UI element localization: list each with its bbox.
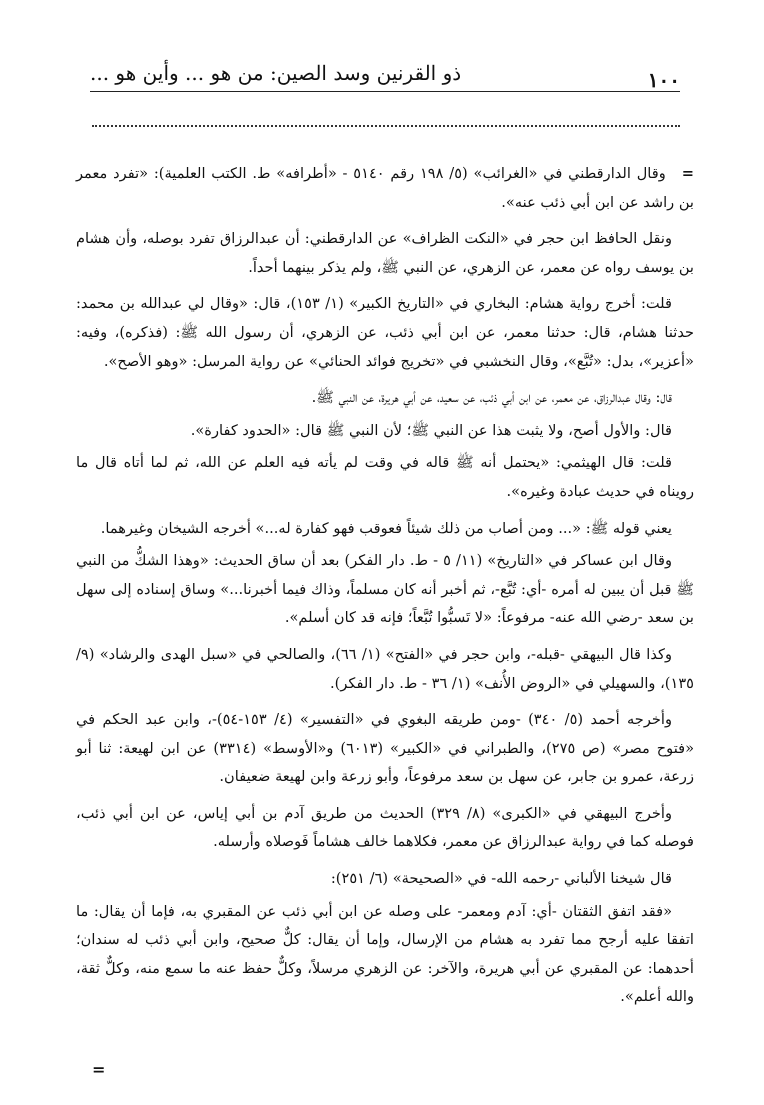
- running-title: ذو القرنين وسد الصين: من هو ... وأين هو ...: [90, 60, 469, 86]
- paragraph-12: قال شيخنا الألباني -رحمه الله- في «الصحيحة» (٦/ ٢٥١):: [330, 870, 672, 888]
- paragraph-4: قال: وقال عبدالرزاق، عن معمر، عن ابن أبي ذئب، عن سعيد، عن أبي هريرة، عن النبي ﷺ.: [311, 389, 672, 407]
- continuation-end-marker: =: [92, 1060, 106, 1079]
- paragraph-8: وقال ابن عساكر في «التاريخ» (١١/ ٥ - ط. دار الفكر) بعد أن ساق الحديث: «وهذا الشكُّ من النبي ﷺ قبل أن يبين له أمره -أي: تُبَّع-، ثم أخبر أنه كان مسلماً، وذاك فيما أخبرنا...» وساق إسناده إلى سهل بن سعد -رضي الله عنه- مرفوعاً: «لا تَسبُّوا تُبَّعاً؛ فإنه قد كان أسلم».: [76, 552, 694, 627]
- page-header: [90, 56, 680, 96]
- page-number: ١٠٠: [642, 70, 680, 90]
- header-rule: [90, 91, 680, 92]
- paragraph-9: وكذا قال البيهقي -قبله-، وابن حجر في «الفتح» (١/ ٦٦)، والصالحي في «سبل الهدى والرشاد» (٩/ ١٣٥)، والسهيلي في «الروض الأُنف» (١/ ٣٦ - ط. دار الفكر).: [76, 645, 694, 692]
- dotted-separator: [92, 125, 680, 127]
- paragraph-text: وقال الدارقطني في «الغرائب» (٥/ ١٩٨ رقم ٥١٤٠ - «أطرافه» ط. الكتب العلمية): «تفرد معمر بن راشد عن ابن أبي ذئب عنه».: [76, 165, 694, 211]
- paragraph-6: قلت: قال الهيثمي: «يحتمل أنه ﷺ قاله في وقت لم يأته فيه العلم عن الله، ثم لما أتاه قال ما رويناه في حديث عبادة وغيره».: [76, 454, 694, 500]
- paragraph-11: وأخرج البيهقي في «الكبرى» (٨/ ٣٢٩) الحديث من طريق آدم بن أبي إياس، عن ابن أبي ذئب، فوصله كما في رواية عبدالرزاق عن معمر، فكلاهما خالف هشاماً فَوصلاه وأرسله.: [76, 804, 694, 851]
- paragraph-13: «فقد اتفق الثقتان -أي: آدم ومعمر- على وصله عن ابن أبي ذئب عن المقبري به، فإما أن يقال: ما اتفقا عليه أرجح مما تفرد به هشام من الإرسال، وإما أن يقال: كلٌّ صحيح، وابن أبي ذئب له سندان؛ أحدهما: عن المقبري عن أبي هريرة، والآخر: عن الزهري مرسلاً، وكلٌّ حفظ عنه ما سمع منه، وكلٌّ ثقة، والله أعلم».: [76, 902, 694, 1006]
- paragraph-7: يعني قوله ﷺ: «... ومن أصاب من ذلك شيئاً فعوقب فهو كفارة له...» أخرجه الشيخان وغيرهما.: [100, 519, 672, 537]
- paragraph-5: قال: والأول أصح، ولا يثبت هذا عن النبي ﷺ؛ لأن النبي ﷺ قال: «الحدود كفارة».: [190, 421, 672, 439]
- paragraph-3: قلت: أخرج رواية هشام: البخاري في «التاريخ الكبير» (١/ ١٥٣)، قال: «وقال لي عبدالله بن محمد: حدثنا هشام، قال: حدثنا معمر، عن ابن أبي ذئب، عن الزهري، أن رسول الله ﷺ: (فذكره)، وفيه: «أعزير»، بدل: «تُبَّع»، وقال النخشبي في «تخريج فوائد الحنائي» عن رواية المرسل: «وهو الأصح».: [76, 295, 694, 370]
- paragraph-1: [76, 160, 694, 217]
- page-body: [76, 160, 694, 1020]
- paragraph-2: ونقل الحافظ ابن حجر في «النكت الظراف» عن الدارقطني: أن عبدالرزاق تفرد بوصله، وأن هشام بن يوسف رواه عن معمر، عن الزهري، عن النبي ﷺ، ولم يذكر بينهما أحداً.: [76, 230, 694, 276]
- continuation-marker: =: [681, 165, 695, 182]
- paragraph-10: وأخرجه أحمد (٥/ ٣٤٠) -ومن طريقه البغوي في «التفسير» (٤/ ١٥٣-٥٤)-، وابن عبد الحكم في «فتوح مصر» (ص ٢٧٥)، والطبراني في «الكبير» (٦٠١٣) و«الأوسط» (٣٣١٤) عن ابن لهيعة: ثنا أبو زرعة، عمرو بن جابر، عن سهل بن سعد مرفوعاً، وأبو زرعة وابن لهيعة ضعيفان.: [76, 711, 695, 786]
